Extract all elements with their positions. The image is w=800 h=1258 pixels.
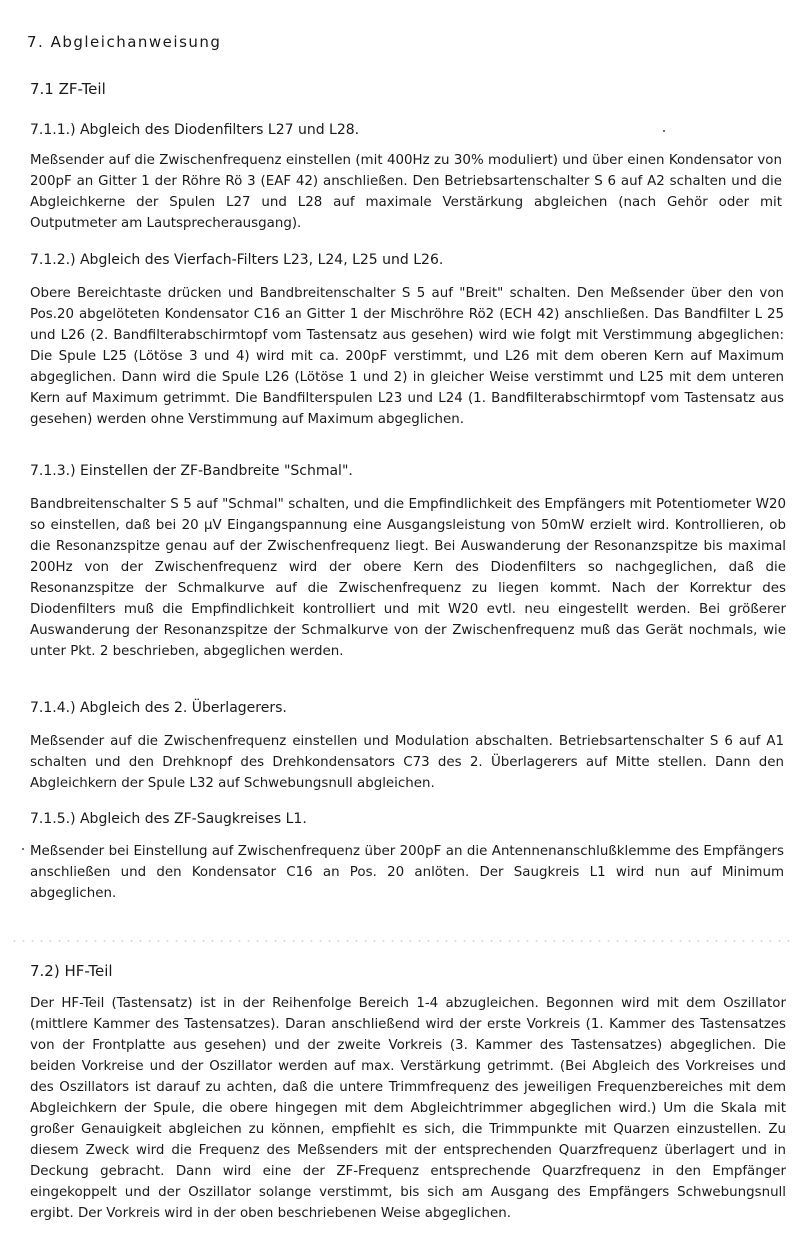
subsection-heading-7-1-5: 7.1.5.) Abgleich des ZF-Saugkreises L1.	[30, 811, 307, 827]
subsection-heading-7-1-2: 7.1.2.) Abgleich des Vierfach-Filters L23, L24, L25 und L26.	[30, 252, 444, 268]
paragraph-7-1-5: Meßsender bei Einstellung auf Zwischenfrequenz über 200pF an die Antennenanschlußklemme des Empfängers anschließen und den Kondensator C16 an Pos. 20 anlöten. Der Saugkreis L1 wird nun auf Minimum abgeglichen.	[30, 844, 784, 901]
section-heading-hf: 7.2) HF-Teil	[30, 962, 113, 980]
section-heading-zf: 7.1 ZF-Teil	[30, 80, 106, 98]
subsection-heading-7-1-3: 7.1.3.) Einstellen der ZF-Bandbreite "Schmal".	[30, 463, 353, 479]
chapter-title: 7. Abgleichanweisung	[27, 33, 222, 51]
scan-speck	[663, 130, 665, 132]
paragraph-7-1-3: Bandbreitenschalter S 5 auf "Schmal" schalten, und die Empfindlichkeit des Empfängers mit Potentiometer W20 so einstellen, daß bei 20 µV Eingangspannung eine Ausgangsleistung von 50mW erzielt wird. Kontrollieren, ob die Resonanzspitze genau auf der Zwischenfrequenz liegt. Bei Auswanderung der Resonanzspitze bis maximal 200Hz von der Zwischenfrequenz wird der obere Kern des Diodenfilters so nachgeglichen, daß die Resonanzspitze der Schmalkurve auf die Zwischenfrequenz zu liegen kommt. Nach der Korrektur des Diodenfilters muß die Empfindlichkeit kontrolliert und mit W20 evtl. neu eingestellt werden. Bei größerer Auswanderung der Resonanzspitze der Schmalkurve von der Zwischenfrequenz muß das Gerät nochmals, wie unter Pkt. 2 beschrieben, abgeglichen werden.	[30, 497, 786, 659]
paragraph-7-1-4: Meßsender auf die Zwischenfrequenz einstellen und Modulation abschalten. Betriebsartenschalter S 6 auf A1 schalten und den Drehknopf des Drehkondensators C73 des 2. Überlagerers auf Mitte stellen. Dann den Abgleichkern der Spule L32 auf Schwebungsnull abgleichen.	[30, 734, 784, 791]
paragraph-7-2: Der HF-Teil (Tastensatz) ist in der Reihenfolge Bereich 1-4 abzugleichen. Begonnen wird mit dem Oszillator (mittlere Kammer des Tastensatzes). Daran anschließend wird der erste Vorkreis (1. Kammer des Tastensatzes von der Frontplatte aus gesehen) und der zweite Vorkreis (3. Kammer des Tastensatzes) abgeglichen. Die beiden Vorkreise und der Oszillator werden auf max. Verstärkung getrimmt. (Bei Abgleich des Vorkreises und des Oszillators ist darauf zu achten, daß die untere Trimmfrequenz des jeweiligen Frequenzbereiches mit dem Abgleichkern der Spule, die obere hingegen mit dem Abgleichtrimmer abgeglichen wird.) Um die Skala mit großer Genauigkeit abgleichen zu können, empfiehlt es sich, die Trimmpunkte mit Quarzen einzustellen. Zu diesem Zweck wird die Frequenz des Meßsenders mit der entsprechenden Quarzfrequenz überlagert und in Deckung gebracht. Dann wird eine der ZF-Frequenz entsprechende Quarzfrequenz in den Empfänger eingekoppelt und der Oszillator solange verstimmt, bis sich am Ausgang des Empfängers Schwebungsnull ergibt. Der Vorkreis wird in der oben beschriebenen Weise abgeglichen.	[30, 996, 786, 1221]
subsection-heading-7-1-4: 7.1.4.) Abgleich des 2. Überlagerers.	[30, 700, 287, 716]
scan-noise-dots	[10, 938, 790, 944]
paragraph-7-1-1: Meßsender auf die Zwischenfrequenz einstellen (mit 400Hz zu 30% moduliert) und über einen Kondensator von 200pF an Gitter 1 der Röhre Rö 3 (EAF 42) anschließen. Den Betriebsartenschalter S 6 auf A2 schalten und die Abgleichkerne der Spulen L27 und L28 auf maximale Verstärkung abgleichen (nach Gehör oder mit Outputmeter am Lautsprecherausgang).	[30, 153, 782, 231]
paragraph-7-1-2: Obere Bereichtaste drücken und Bandbreitenschalter S 5 auf "Breit" schalten. Den Meßsender über den von Pos.20 abgelöteten Kondensator C16 an Gitter 1 der Mischröhre Rö2 (ECH 42) anschließen. Das Bandfilter L 25 und L26 (2. Bandfilterabschirmtopf vom Tastensatz aus gesehen) wird wie folgt mit Verstimmung abgeglichen: Die Spule L25 (Lötöse 3 und 4) wird mit ca. 200pF verstimmt, und L26 mit dem oberen Kern auf Maximum abgeglichen. Dann wird die Spule L26 (Lötöse 1 und 2) in gleicher Weise verstimmt und L25 mit dem unteren Kern auf Maximum getrimmt. Die Bandfilterspulen L23 und L24 (1. Bandfilterabschirmtopf vom Tastensatz aus gesehen) werden ohne Verstimmung auf Maximum abgeglichen.	[30, 286, 784, 427]
scan-speck	[22, 848, 24, 850]
subsection-heading-7-1-1: 7.1.1.) Abgleich des Diodenfilters L27 und L28.	[30, 122, 360, 138]
